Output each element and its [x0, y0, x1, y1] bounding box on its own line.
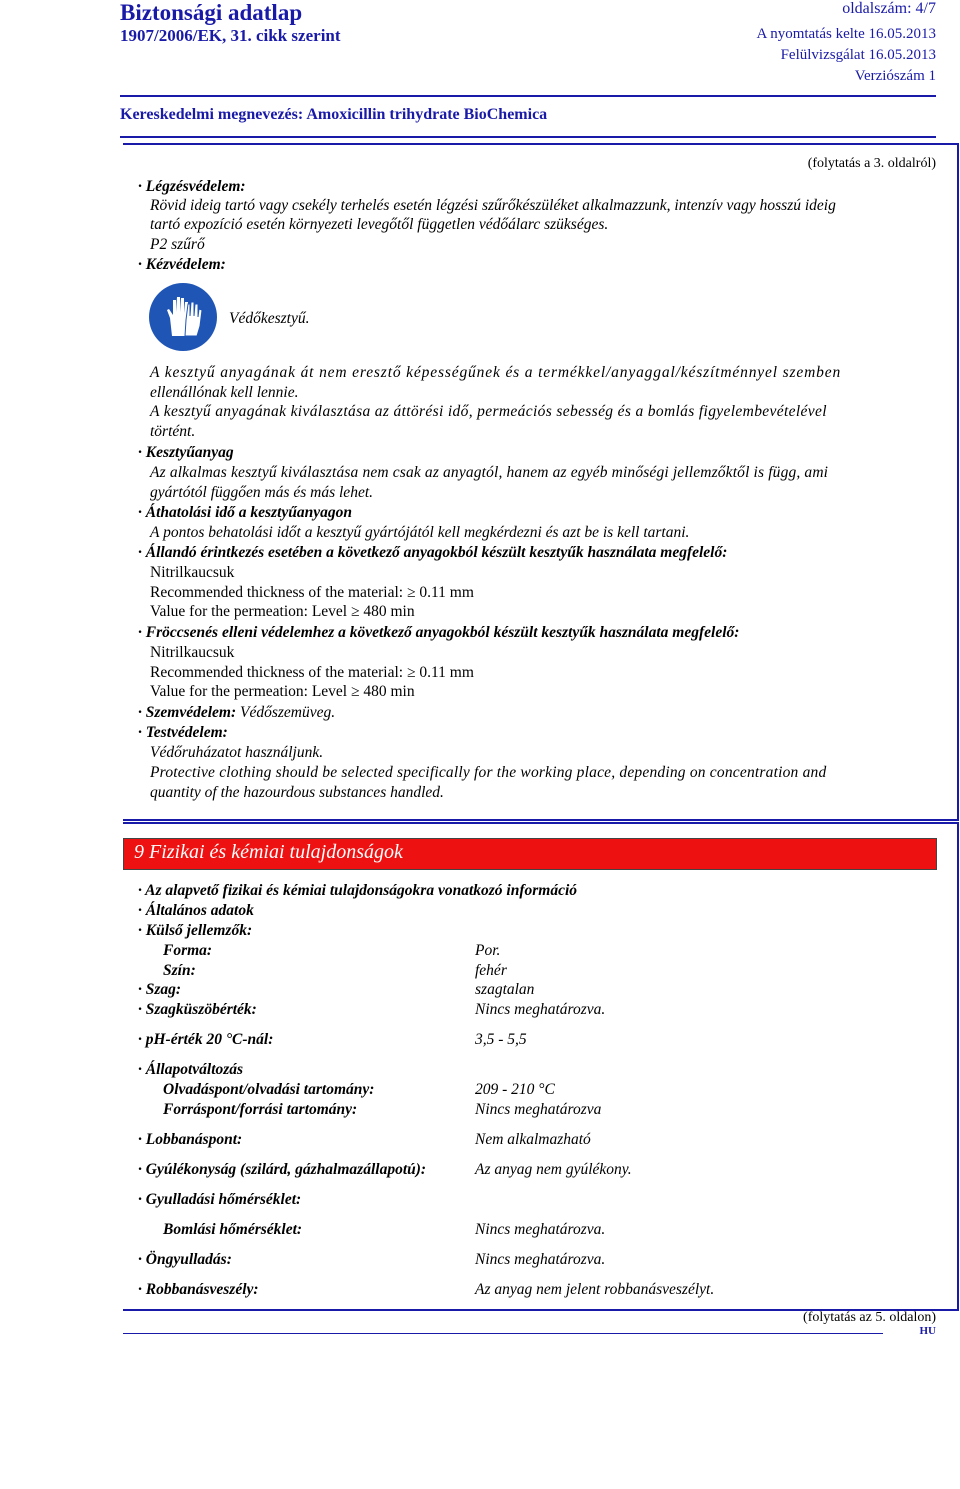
permanent-material: Nitrilkaucsuk — [150, 564, 235, 581]
melting-label: Olvadáspont/olvadási tartomány: — [163, 1081, 375, 1098]
version: Verziószám 1 — [854, 68, 936, 84]
odor-threshold-value: Nincs meghatározva. — [475, 1001, 606, 1018]
color-label: Szín: — [163, 962, 196, 979]
form-label: Forma: — [163, 942, 213, 959]
splash-material: Nitrilkaucsuk — [150, 644, 235, 661]
general-data: · Általános adatok — [138, 902, 254, 919]
eye-protection — [138, 704, 335, 722]
page-number: oldalszám: 4/7 — [842, 0, 936, 17]
permanent-thickness: Recommended thickness of the material: ≥ 0.11 mm — [150, 584, 474, 601]
color-value: fehér — [475, 962, 507, 979]
boiling-value: Nincs meghatározva — [475, 1101, 602, 1118]
flammability-label: · Gyúlékonyság (szilárd, gázhalmazállapotú): — [138, 1161, 427, 1178]
glove-choice-text: A kesztyű anyagának kiválasztása az áttörési idő, permeációs sebesség és a bomlás figyelembevételével — [150, 403, 827, 420]
body-protection-value: Védőruházatot használjunk. — [150, 744, 324, 761]
document-title: Biztonsági adatlap — [120, 0, 303, 25]
eye-value: Védőszemüveg. — [240, 704, 336, 721]
continued-from: (folytatás a 3. oldalról) — [807, 156, 936, 171]
revision-date: Felülvizsgálat 16.05.2013 — [780, 47, 936, 63]
flammability-value: Az anyag nem gyúlékony. — [475, 1161, 632, 1178]
continued-on: (folytatás az 5. oldalon) — [803, 1310, 936, 1325]
appearance-label: · Külső jellemzők: — [138, 922, 253, 939]
glove-material-desc: Az alkalmas kesztyű kiválasztása nem csak az anyagtól, hanem az egyéb minőségi jellemzőktől is függ, ami — [150, 464, 829, 481]
flash-point-value: Nem alkalmazható — [475, 1131, 591, 1148]
state-change-label: · Állapotváltozás — [138, 1061, 244, 1078]
odor-threshold-label: · Szagküszöbérték: — [138, 1001, 257, 1018]
trade-name: Kereskedelmi megnevezés: Amoxicillin trihydrate BioChemica — [120, 106, 548, 123]
basic-info: · Az alapvető fizikai és kémiai tulajdonságokra vonatkozó információ — [138, 882, 578, 899]
autoignition-value: Nincs meghatározva. — [475, 1251, 606, 1268]
regulation: 1907/2006/EK, 31. cikk szerint — [120, 26, 341, 45]
section-heading-bar — [123, 838, 937, 870]
gloves-caption: Védőkesztyű. — [229, 310, 310, 327]
print-date: A nyomtatás kelte 16.05.2013 — [756, 26, 936, 42]
glove-material-text: ellenállónak kell lennie. — [150, 384, 299, 401]
respiratory-filter: P2 szűrő — [150, 236, 205, 253]
header-divider — [120, 95, 936, 97]
permanent-permeation: Value for the permeation: Level ≥ 480 min — [150, 603, 415, 620]
ignition-label: · Gyulladási hőmérséklet: — [138, 1191, 302, 1208]
penetration-text: A pontos behatolási időt a kesztyű gyártójától kell megkérdezni és azt be is kell tartani. — [150, 524, 690, 541]
odor-value: szagtalan — [475, 981, 535, 998]
hand-protection-label: · Kézvédelem: — [138, 256, 226, 273]
ph-value: 3,5 - 5,5 — [475, 1031, 527, 1048]
glove-material-desc: gyártótól függően más és más lehet. — [150, 484, 374, 501]
body-protection-note: quantity of the hazourdous substances handled. — [150, 784, 444, 801]
decomposition-value: Nincs meghatározva. — [475, 1221, 606, 1238]
permanent-contact-label: · Állandó érintkezés esetében a következő anyagokból készült kesztyűk használata megfelelő: — [138, 544, 728, 561]
respiratory-text: tartó expozíció esetén környezeti levegőtől független védőálarc szükséges. — [150, 216, 609, 233]
flash-point-label: · Lobbanáspont: — [138, 1131, 243, 1148]
boiling-label: Forráspont/forrási tartomány: — [163, 1101, 358, 1118]
splash-permeation: Value for the permeation: Level ≥ 480 min — [150, 683, 415, 700]
ph-label: · pH-érték 20 °C-nál: — [138, 1031, 274, 1048]
melting-value: 209 - 210 °C — [475, 1081, 555, 1098]
eye-label: · Szemvédelem: — [138, 704, 237, 721]
gloves-icon — [148, 282, 218, 352]
autoignition-label: · Öngyulladás: — [138, 1251, 232, 1268]
body-protection-label: · Testvédelem: — [138, 724, 228, 741]
odor-label: · Szag: — [138, 981, 182, 998]
respiratory-label: · Légzésvédelem: — [138, 178, 246, 195]
header-divider — [120, 136, 936, 138]
respiratory-text: Rövid ideig tartó vagy csekély terhelés esetén légzési szűrőkészüléket alkalmazzunk, intenzív vagy hosszú ideig — [150, 197, 836, 214]
glove-choice-text: történt. — [150, 423, 196, 440]
glove-material-label: · Kesztyűanyag — [138, 444, 234, 461]
penetration-label: · Áthatolási idő a kesztyűanyagon — [138, 504, 353, 521]
explosion-value: Az anyag nem jelent robbanásveszélyt. — [475, 1281, 715, 1298]
footer-divider — [123, 1333, 883, 1334]
splash-label: · Fröccsenés elleni védelemhez a következő anyagokból készült kesztyűk használata megfelelő: — [138, 624, 740, 641]
explosion-label: · Robbanásveszély: — [138, 1281, 259, 1298]
splash-thickness: Recommended thickness of the material: ≥ 0.11 mm — [150, 664, 474, 681]
language-code: HU — [919, 1325, 936, 1337]
form-value: Por. — [475, 942, 501, 959]
body-protection-note: Protective clothing should be selected specifically for the working place, depending on concentration and — [150, 764, 827, 781]
section-title: 9 Fizikai és kémiai tulajdonságok — [134, 841, 403, 863]
glove-material-text: A kesztyű anyagának át nem eresztő képességűnek és a termékkel/anyaggal/készítménnyel szemben — [150, 364, 842, 381]
decomposition-label: Bomlási hőmérséklet: — [163, 1221, 303, 1238]
